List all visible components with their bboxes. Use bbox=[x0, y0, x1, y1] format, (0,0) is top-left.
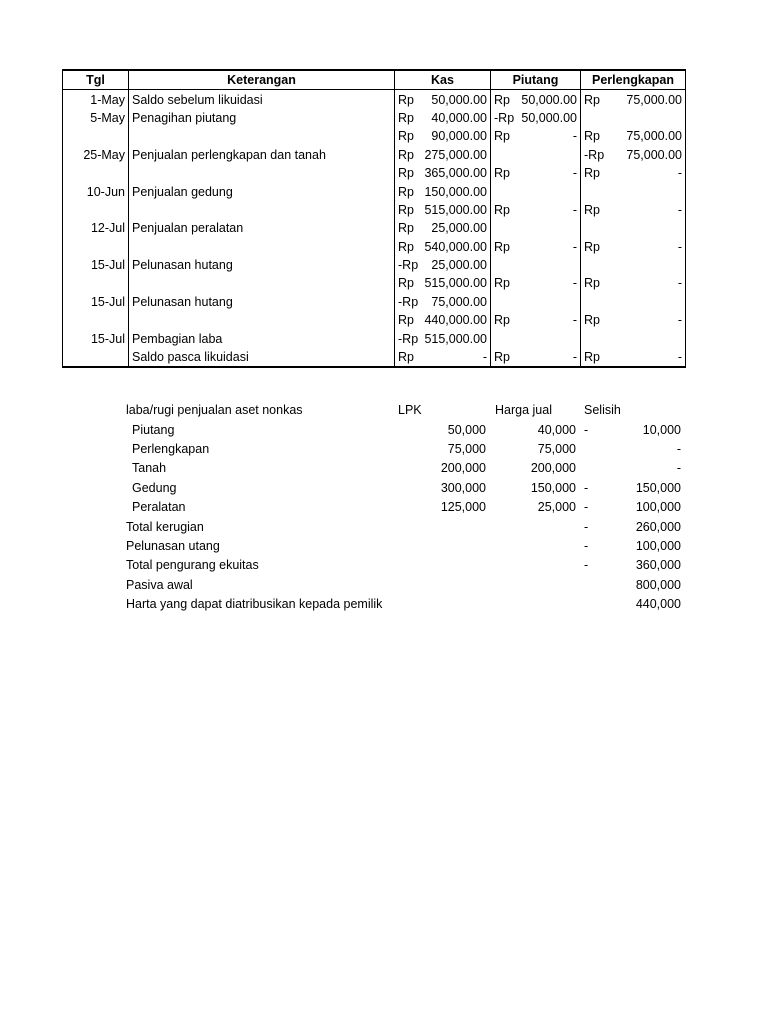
table-body bbox=[63, 90, 686, 367]
loss-summary-table bbox=[126, 401, 681, 614]
kas-cell-currency: Rp bbox=[398, 147, 414, 162]
kas-cell-amount: 540,000.00 bbox=[424, 239, 487, 254]
summary-total-cell bbox=[576, 595, 681, 614]
kas-cell-wrap bbox=[398, 91, 487, 109]
summary-selisih-wrap bbox=[576, 498, 681, 517]
header-piutang: Piutang bbox=[491, 70, 581, 90]
summary-total-sign: - bbox=[584, 538, 589, 553]
summary-harga-jual: 40,000 bbox=[537, 422, 576, 437]
piutang-cell bbox=[491, 90, 581, 109]
kas-cell bbox=[395, 164, 491, 182]
piutang-cell-currency: Rp bbox=[494, 202, 510, 217]
perlengkapan-cell-amount: 75,000.00 bbox=[626, 147, 682, 162]
kas-cell-currency: Rp bbox=[398, 129, 414, 144]
piutang-cell-wrap bbox=[494, 109, 577, 127]
summary-title: laba/rugi penjualan aset nonkas bbox=[126, 403, 303, 418]
perlengkapan-cell bbox=[581, 311, 686, 329]
summary-item-label: Perlengkapan bbox=[132, 441, 210, 456]
piutang-cell-currency: Rp bbox=[494, 166, 510, 181]
kas-cell-amount: 515,000.00 bbox=[424, 276, 487, 291]
piutang-cell-wrap bbox=[494, 201, 577, 219]
date-cell: 25-May bbox=[63, 146, 129, 164]
summary-item-label: Tanah bbox=[132, 461, 167, 476]
kas-cell-wrap bbox=[398, 146, 487, 164]
perlengkapan-cell bbox=[581, 109, 686, 127]
perlengkapan-cell-currency: Rp bbox=[584, 202, 600, 217]
perlengkapan-cell-currency: Rp bbox=[584, 239, 600, 254]
piutang-cell-currency: Rp bbox=[494, 239, 510, 254]
perlengkapan-cell bbox=[581, 90, 686, 109]
summary-total-wrap bbox=[576, 595, 681, 614]
summary-header-selisih: Selisih bbox=[584, 403, 621, 418]
kas-cell bbox=[395, 238, 491, 256]
summary-total-wrap bbox=[576, 518, 681, 537]
summary-selisih-sign: - bbox=[584, 480, 589, 495]
kas-cell-amount: 515,000.00 bbox=[424, 331, 487, 346]
perlengkapan-cell-wrap bbox=[584, 91, 682, 109]
piutang-cell-currency: Rp bbox=[494, 92, 510, 107]
summary-total-cell bbox=[576, 537, 681, 556]
summary-item-label: Gedung bbox=[132, 480, 177, 495]
summary-header-harga-jual: Harga jual bbox=[495, 403, 552, 418]
table-row bbox=[63, 127, 686, 145]
perlengkapan-cell-amount: 75,000.00 bbox=[626, 92, 682, 107]
perlengkapan-cell-currency: -Rp bbox=[584, 147, 605, 162]
kas-cell-amount: 150,000.00 bbox=[424, 184, 487, 199]
summary-lpk: 200,000 bbox=[440, 461, 486, 476]
perlengkapan-cell bbox=[581, 256, 686, 274]
summary-total-row bbox=[126, 576, 681, 595]
summary-total-label: Total kerugian bbox=[126, 519, 204, 534]
summary-row bbox=[126, 479, 681, 498]
summary-total-wrap bbox=[576, 556, 681, 575]
perlengkapan-cell bbox=[581, 164, 686, 182]
piutang-cell-amount: - bbox=[572, 202, 577, 217]
table-row bbox=[63, 329, 686, 347]
summary-total-row bbox=[126, 517, 681, 536]
perlengkapan-cell bbox=[581, 329, 686, 347]
summary-selisih-value: 150,000 bbox=[635, 480, 681, 495]
kas-cell-amount: 275,000.00 bbox=[424, 147, 487, 162]
table-row bbox=[63, 274, 686, 292]
piutang-cell bbox=[491, 164, 581, 182]
kas-cell-currency: Rp bbox=[398, 239, 414, 254]
summary-total-row bbox=[126, 537, 681, 556]
perlengkapan-cell-amount: - bbox=[677, 276, 682, 291]
kas-cell bbox=[395, 90, 491, 109]
summary-total-value: 800,000 bbox=[635, 577, 681, 592]
kas-cell bbox=[395, 109, 491, 127]
kas-cell-wrap bbox=[398, 274, 487, 292]
piutang-cell-amount: - bbox=[572, 239, 577, 254]
summary-total-label: Pelunasan utang bbox=[126, 538, 220, 553]
perlengkapan-cell-wrap bbox=[584, 238, 682, 256]
summary-total-wrap bbox=[576, 576, 681, 595]
piutang-cell bbox=[491, 256, 581, 274]
piutang-cell-wrap bbox=[494, 164, 577, 182]
kas-cell-wrap bbox=[398, 256, 487, 274]
summary-harga-jual: 150,000 bbox=[530, 480, 576, 495]
kas-cell-wrap bbox=[398, 238, 487, 256]
kas-cell-wrap bbox=[398, 219, 487, 237]
date-cell: 15-Jul bbox=[63, 293, 129, 311]
summary-total-row bbox=[126, 595, 681, 614]
piutang-cell-amount: - bbox=[572, 129, 577, 144]
kas-cell-wrap bbox=[398, 183, 487, 201]
summary-selisih-value: - bbox=[676, 441, 681, 456]
description-cell bbox=[129, 127, 395, 145]
piutang-cell-wrap bbox=[494, 127, 577, 145]
piutang-cell bbox=[491, 311, 581, 329]
summary-selisih bbox=[576, 420, 681, 439]
kas-cell bbox=[395, 311, 491, 329]
kas-cell-wrap bbox=[398, 109, 487, 127]
kas-cell-currency: Rp bbox=[398, 184, 414, 199]
piutang-cell-currency: Rp bbox=[494, 313, 510, 328]
table-row bbox=[63, 90, 686, 109]
piutang-cell-amount: 50,000.00 bbox=[521, 92, 577, 107]
perlengkapan-cell-wrap bbox=[584, 348, 682, 366]
perlengkapan-cell-currency: Rp bbox=[584, 350, 600, 365]
kas-cell-currency: Rp bbox=[398, 221, 414, 236]
kas-cell-currency: -Rp bbox=[398, 294, 419, 309]
kas-cell-currency: -Rp bbox=[398, 331, 419, 346]
summary-total-value: 360,000 bbox=[635, 558, 681, 573]
piutang-cell-wrap bbox=[494, 238, 577, 256]
perlengkapan-cell bbox=[581, 182, 686, 200]
kas-cell bbox=[395, 274, 491, 292]
summary-total-cell bbox=[576, 556, 681, 575]
summary-row bbox=[126, 498, 681, 517]
perlengkapan-cell-wrap bbox=[584, 146, 682, 164]
summary-total-label: Total pengurang ekuitas bbox=[126, 558, 259, 573]
summary-selisih-wrap bbox=[576, 440, 681, 459]
kas-cell-currency: Rp bbox=[398, 313, 414, 328]
summary-header-lpk: LPK bbox=[398, 403, 422, 418]
summary-total-sign bbox=[576, 595, 584, 614]
date-cell bbox=[63, 311, 129, 329]
kas-cell-wrap bbox=[398, 348, 487, 366]
description-cell: Penjualan perlengkapan dan tanah bbox=[129, 146, 395, 164]
kas-cell-amount: 25,000.00 bbox=[431, 258, 487, 273]
date-cell bbox=[63, 127, 129, 145]
summary-lpk: 300,000 bbox=[440, 480, 486, 495]
summary-total-sign bbox=[576, 576, 584, 595]
summary-total-row bbox=[126, 556, 681, 575]
perlengkapan-cell-wrap bbox=[584, 164, 682, 182]
summary-lpk: 75,000 bbox=[447, 441, 486, 456]
summary-total-sign: - bbox=[584, 558, 589, 573]
perlengkapan-cell-wrap bbox=[584, 274, 682, 292]
summary-harga-jual: 200,000 bbox=[530, 461, 576, 476]
table-row bbox=[63, 311, 686, 329]
summary-total-label: Pasiva awal bbox=[126, 577, 193, 592]
table-row bbox=[63, 238, 686, 256]
summary-selisih-sign bbox=[576, 459, 584, 478]
piutang-cell-wrap bbox=[494, 274, 577, 292]
piutang-cell bbox=[491, 127, 581, 145]
perlengkapan-cell bbox=[581, 219, 686, 237]
kas-cell-currency: Rp bbox=[398, 350, 414, 365]
perlengkapan-cell-amount: - bbox=[677, 313, 682, 328]
summary-harga-jual: 75,000 bbox=[537, 441, 576, 456]
kas-cell bbox=[395, 256, 491, 274]
date-cell: 15-Jul bbox=[63, 256, 129, 274]
perlengkapan-cell bbox=[581, 146, 686, 164]
piutang-cell-currency: Rp bbox=[494, 276, 510, 291]
kas-cell-wrap bbox=[398, 330, 487, 348]
header-keterangan: Keterangan bbox=[129, 70, 395, 90]
description-cell: Saldo sebelum likuidasi bbox=[129, 90, 395, 109]
kas-cell-amount: - bbox=[482, 350, 487, 365]
description-cell bbox=[129, 201, 395, 219]
kas-cell-wrap bbox=[398, 201, 487, 219]
summary-lpk: 50,000 bbox=[447, 422, 486, 437]
kas-cell-amount: 440,000.00 bbox=[424, 313, 487, 328]
perlengkapan-cell-amount: - bbox=[677, 166, 682, 181]
date-cell bbox=[63, 164, 129, 182]
kas-cell-amount: 515,000.00 bbox=[424, 202, 487, 217]
piutang-cell bbox=[491, 348, 581, 367]
kas-cell bbox=[395, 182, 491, 200]
summary-header-row bbox=[126, 401, 681, 420]
table-row bbox=[63, 201, 686, 219]
piutang-cell bbox=[491, 146, 581, 164]
kas-cell-amount: 90,000.00 bbox=[431, 129, 487, 144]
description-cell: Penjualan peralatan bbox=[129, 219, 395, 237]
summary-row bbox=[126, 459, 681, 478]
kas-cell-amount: 50,000.00 bbox=[431, 92, 487, 107]
kas-cell bbox=[395, 127, 491, 145]
summary-selisih-wrap bbox=[576, 479, 681, 498]
perlengkapan-cell bbox=[581, 274, 686, 292]
table-row bbox=[63, 219, 686, 237]
kas-cell bbox=[395, 293, 491, 311]
description-cell bbox=[129, 274, 395, 292]
perlengkapan-cell bbox=[581, 348, 686, 367]
piutang-cell-amount: 50,000.00 bbox=[521, 110, 577, 125]
summary-selisih-sign: - bbox=[584, 500, 589, 515]
kas-cell-currency: Rp bbox=[398, 202, 414, 217]
summary-total-value: 440,000 bbox=[635, 597, 681, 612]
piutang-cell-wrap bbox=[494, 348, 577, 366]
perlengkapan-cell-currency: Rp bbox=[584, 92, 600, 107]
summary-total-value: 260,000 bbox=[635, 519, 681, 534]
table-row bbox=[63, 293, 686, 311]
header-tgl: Tgl bbox=[63, 70, 129, 90]
kas-cell-currency: -Rp bbox=[398, 258, 419, 273]
perlengkapan-cell-amount: 75,000.00 bbox=[626, 129, 682, 144]
piutang-cell bbox=[491, 293, 581, 311]
description-cell bbox=[129, 311, 395, 329]
piutang-cell-currency: Rp bbox=[494, 350, 510, 365]
perlengkapan-cell-currency: Rp bbox=[584, 313, 600, 328]
perlengkapan-cell bbox=[581, 238, 686, 256]
summary-selisih-wrap bbox=[576, 421, 681, 440]
kas-cell-wrap bbox=[398, 127, 487, 145]
piutang-cell bbox=[491, 274, 581, 292]
piutang-cell bbox=[491, 201, 581, 219]
piutang-cell bbox=[491, 238, 581, 256]
perlengkapan-cell bbox=[581, 201, 686, 219]
summary-selisih bbox=[576, 498, 681, 517]
date-cell: 15-Jul bbox=[63, 329, 129, 347]
summary-total-cell bbox=[576, 517, 681, 536]
summary-total-cell bbox=[576, 576, 681, 595]
description-cell bbox=[129, 164, 395, 182]
kas-cell-amount: 365,000.00 bbox=[424, 166, 487, 181]
perlengkapan-cell-currency: Rp bbox=[584, 129, 600, 144]
header-kas: Kas bbox=[395, 70, 491, 90]
description-cell: Pembagian laba bbox=[129, 329, 395, 347]
summary-total-label: Harta yang dapat diatribusikan kepada pemilik bbox=[126, 597, 383, 612]
kas-cell-amount: 40,000.00 bbox=[431, 110, 487, 125]
perlengkapan-cell-wrap bbox=[584, 201, 682, 219]
piutang-cell-amount: - bbox=[572, 276, 577, 291]
perlengkapan-cell-currency: Rp bbox=[584, 276, 600, 291]
date-cell bbox=[63, 238, 129, 256]
perlengkapan-cell-amount: - bbox=[677, 350, 682, 365]
table-row bbox=[63, 182, 686, 200]
summary-body bbox=[126, 401, 681, 614]
table-row bbox=[63, 146, 686, 164]
piutang-cell-amount: - bbox=[572, 313, 577, 328]
summary-total-wrap bbox=[576, 537, 681, 556]
kas-cell bbox=[395, 201, 491, 219]
piutang-cell-amount: - bbox=[572, 350, 577, 365]
piutang-cell bbox=[491, 219, 581, 237]
summary-selisih-sign bbox=[576, 440, 584, 459]
perlengkapan-cell-currency: Rp bbox=[584, 166, 600, 181]
kas-cell-currency: Rp bbox=[398, 92, 414, 107]
summary-row bbox=[126, 440, 681, 459]
summary-selisih-value: 10,000 bbox=[642, 422, 681, 437]
kas-cell-wrap bbox=[398, 311, 487, 329]
header-perlengkapan: Perlengkapan bbox=[581, 70, 686, 90]
kas-cell bbox=[395, 348, 491, 367]
perlengkapan-cell-amount: - bbox=[677, 239, 682, 254]
kas-cell bbox=[395, 146, 491, 164]
description-cell: Pelunasan hutang bbox=[129, 256, 395, 274]
summary-selisih-wrap bbox=[576, 459, 681, 478]
description-cell: Penagihan piutang bbox=[129, 109, 395, 127]
date-cell bbox=[63, 201, 129, 219]
table-row bbox=[63, 109, 686, 127]
kas-cell bbox=[395, 219, 491, 237]
kas-cell-amount: 75,000.00 bbox=[431, 294, 487, 309]
kas-cell bbox=[395, 329, 491, 347]
piutang-cell-currency: -Rp bbox=[494, 110, 515, 125]
piutang-cell bbox=[491, 329, 581, 347]
summary-selisih-sign: - bbox=[584, 422, 589, 437]
piutang-cell-currency: Rp bbox=[494, 129, 510, 144]
kas-cell-wrap bbox=[398, 293, 487, 311]
table-header-row bbox=[63, 70, 686, 90]
summary-item-label: Piutang bbox=[132, 422, 175, 437]
date-cell: 5-May bbox=[63, 109, 129, 127]
summary-selisih bbox=[576, 459, 681, 478]
table-row bbox=[63, 256, 686, 274]
kas-cell-amount: 25,000.00 bbox=[431, 221, 487, 236]
summary-selisih bbox=[576, 440, 681, 459]
summary-lpk: 125,000 bbox=[440, 500, 486, 515]
summary-selisih bbox=[576, 479, 681, 498]
perlengkapan-cell-wrap bbox=[584, 311, 682, 329]
summary-total-value: 100,000 bbox=[635, 538, 681, 553]
kas-cell-currency: Rp bbox=[398, 276, 414, 291]
summary-row bbox=[126, 420, 681, 439]
summary-item-label: Peralatan bbox=[132, 500, 186, 515]
piutang-cell bbox=[491, 182, 581, 200]
description-cell: Penjualan gedung bbox=[129, 182, 395, 200]
summary-selisih-value: 100,000 bbox=[635, 500, 681, 515]
summary-harga-jual: 25,000 bbox=[537, 500, 576, 515]
perlengkapan-cell bbox=[581, 293, 686, 311]
description-cell: Saldo pasca likuidasi bbox=[129, 348, 395, 367]
kas-cell-currency: Rp bbox=[398, 110, 414, 125]
description-cell bbox=[129, 238, 395, 256]
piutang-cell-amount: - bbox=[572, 166, 577, 181]
liquidation-table bbox=[62, 69, 686, 368]
date-cell: 1-May bbox=[63, 90, 129, 109]
piutang-cell-wrap bbox=[494, 311, 577, 329]
kas-cell-currency: Rp bbox=[398, 166, 414, 181]
kas-cell-wrap bbox=[398, 164, 487, 182]
table-row bbox=[63, 164, 686, 182]
date-cell: 12-Jul bbox=[63, 219, 129, 237]
piutang-cell-wrap bbox=[494, 91, 577, 109]
date-cell bbox=[63, 274, 129, 292]
perlengkapan-cell bbox=[581, 127, 686, 145]
piutang-cell bbox=[491, 109, 581, 127]
description-cell: Pelunasan hutang bbox=[129, 293, 395, 311]
perlengkapan-cell-amount: - bbox=[677, 202, 682, 217]
summary-total-sign: - bbox=[584, 519, 589, 534]
table-row bbox=[63, 348, 686, 367]
date-cell: 10-Jun bbox=[63, 182, 129, 200]
date-cell bbox=[63, 348, 129, 367]
perlengkapan-cell-wrap bbox=[584, 127, 682, 145]
summary-selisih-value: - bbox=[676, 461, 681, 476]
